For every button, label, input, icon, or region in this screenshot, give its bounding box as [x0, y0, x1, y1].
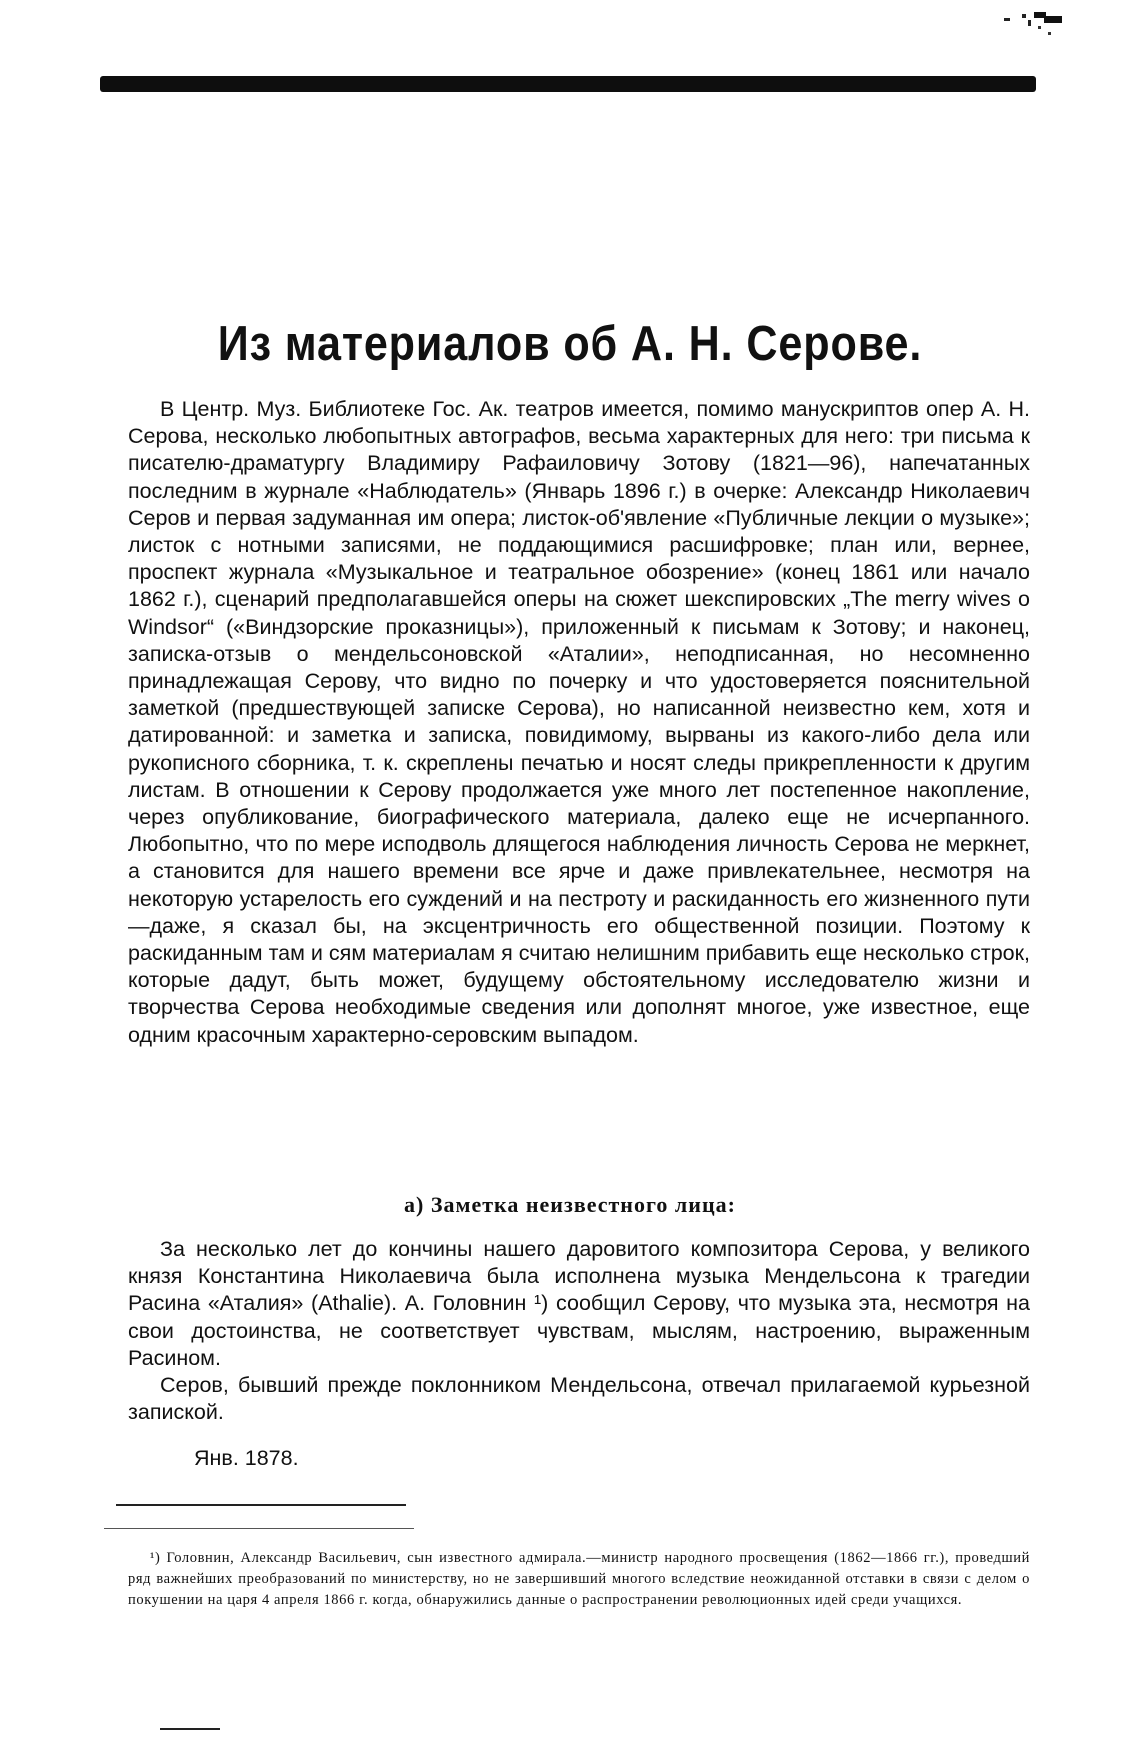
header-rule	[100, 76, 1036, 92]
page-title: Из материалов об А. Н. Серове.	[217, 317, 923, 371]
footnote: ¹) Головнин, Александр Васильевич, сын известного адмирала.—министр народного просвещения (1862—1866 гг.), проведший ряд важнейших преобразований по министерству, но не завершивший многого вследствие неожиданной отставки в связи с делом о покушении на царя 4 апреля 1866 г. когда, обнаружились данные о распространении революционных идей среди учащихся.	[128, 1550, 1030, 1608]
footnote-divider	[116, 1504, 406, 1506]
section-heading: а) Заметка неизвестного лица:	[404, 1192, 736, 1217]
intro-paragraph: В Центр. Муз. Библиотеке Гос. Ак. театров имеется, помимо манускриптов опер А. Н. Серова, несколько любопытных автографов, весьма характерных для него: три письма к писателю-драматургу Владимиру Рафаиловичу Зотову (1821—96), напечатанных последним в журнале «Наблюдатель» (Январь 1896 г.) в очерке: Александр Николаевич Серов и первая задуманная им опера; листок-об'явление «Публичные лекции о музыке»; листок с нотными записями, не поддающимися расшифровке; план или, вернее, проспект журнала «Музыкальное и театральное обозрение» (конец 1861 или начало 1862 г.), сценарий предполагавшейся оперы на сюжет шекспировских „The merry wives o Windsor“ («Виндзорские проказницы»), приложенный к письмам к Зотову; и наконец, записка-отзыв о мендельсоновской «Аталии», неподписанная, но несомненно принадлежащая Серову, что видно по почерку и что удостоверяется пояснительной заметкой (предшествующей записке Серова), но написанной неизвестно кем, хотя и датированной: и заметка и записка, повидимому, вырваны из какого-либо дела или рукописного сборника, т. к. скреплены печатью и носят следы прикрепленности к другим листам. В отношении к Серову продолжается уже много лет постепенное накопление, через опубликование, биографического материала, далеко еще не исчерпанного. Любопытно, что по мере исподволь длящегося наблюдения личность Серова не меркнет, а становится для нашего времени все ярче и даже привлекательнее, несмотря на некоторую устарелость его суждений и на пестроту и раскиданность его жизненного пути—даже, я сказал бы, на эксцентричность его общественной позиции. Поэтому к раскиданным там и сям материалам я считаю нелишним прибавить еще несколько строк, которые дадут, быть может, будущему обстоятельному исследователю жизни и творчества Серова необходимые сведения или дополнят многое, уже известное, еще одним красочным характерно-серовским выпадом.	[128, 397, 1030, 1047]
note-paragraph-2: Серов, бывший прежде поклонником Мендельсона, отвечал прилагаемой курьезной запиской.	[128, 1373, 1030, 1425]
note-paragraph-1: За несколько лет до кончины нашего даровитого композитора Серова, у великого князя Константина Николаевича была исполнена музыка Мендельсона к трагедии Расина «Аталия» (Athalie). А. Головнин ¹) сообщил Серову, что музыка эта, несмотря на свои достоинства, не соответствует чувствам, мыслям, настроению, выраженным Расином.	[128, 1237, 1030, 1370]
scan-artifact-marks	[1004, 6, 1124, 46]
date-line: Янв. 1878.	[194, 1446, 299, 1470]
bottom-mark	[160, 1728, 220, 1730]
footnote-divider-secondary	[104, 1528, 414, 1529]
